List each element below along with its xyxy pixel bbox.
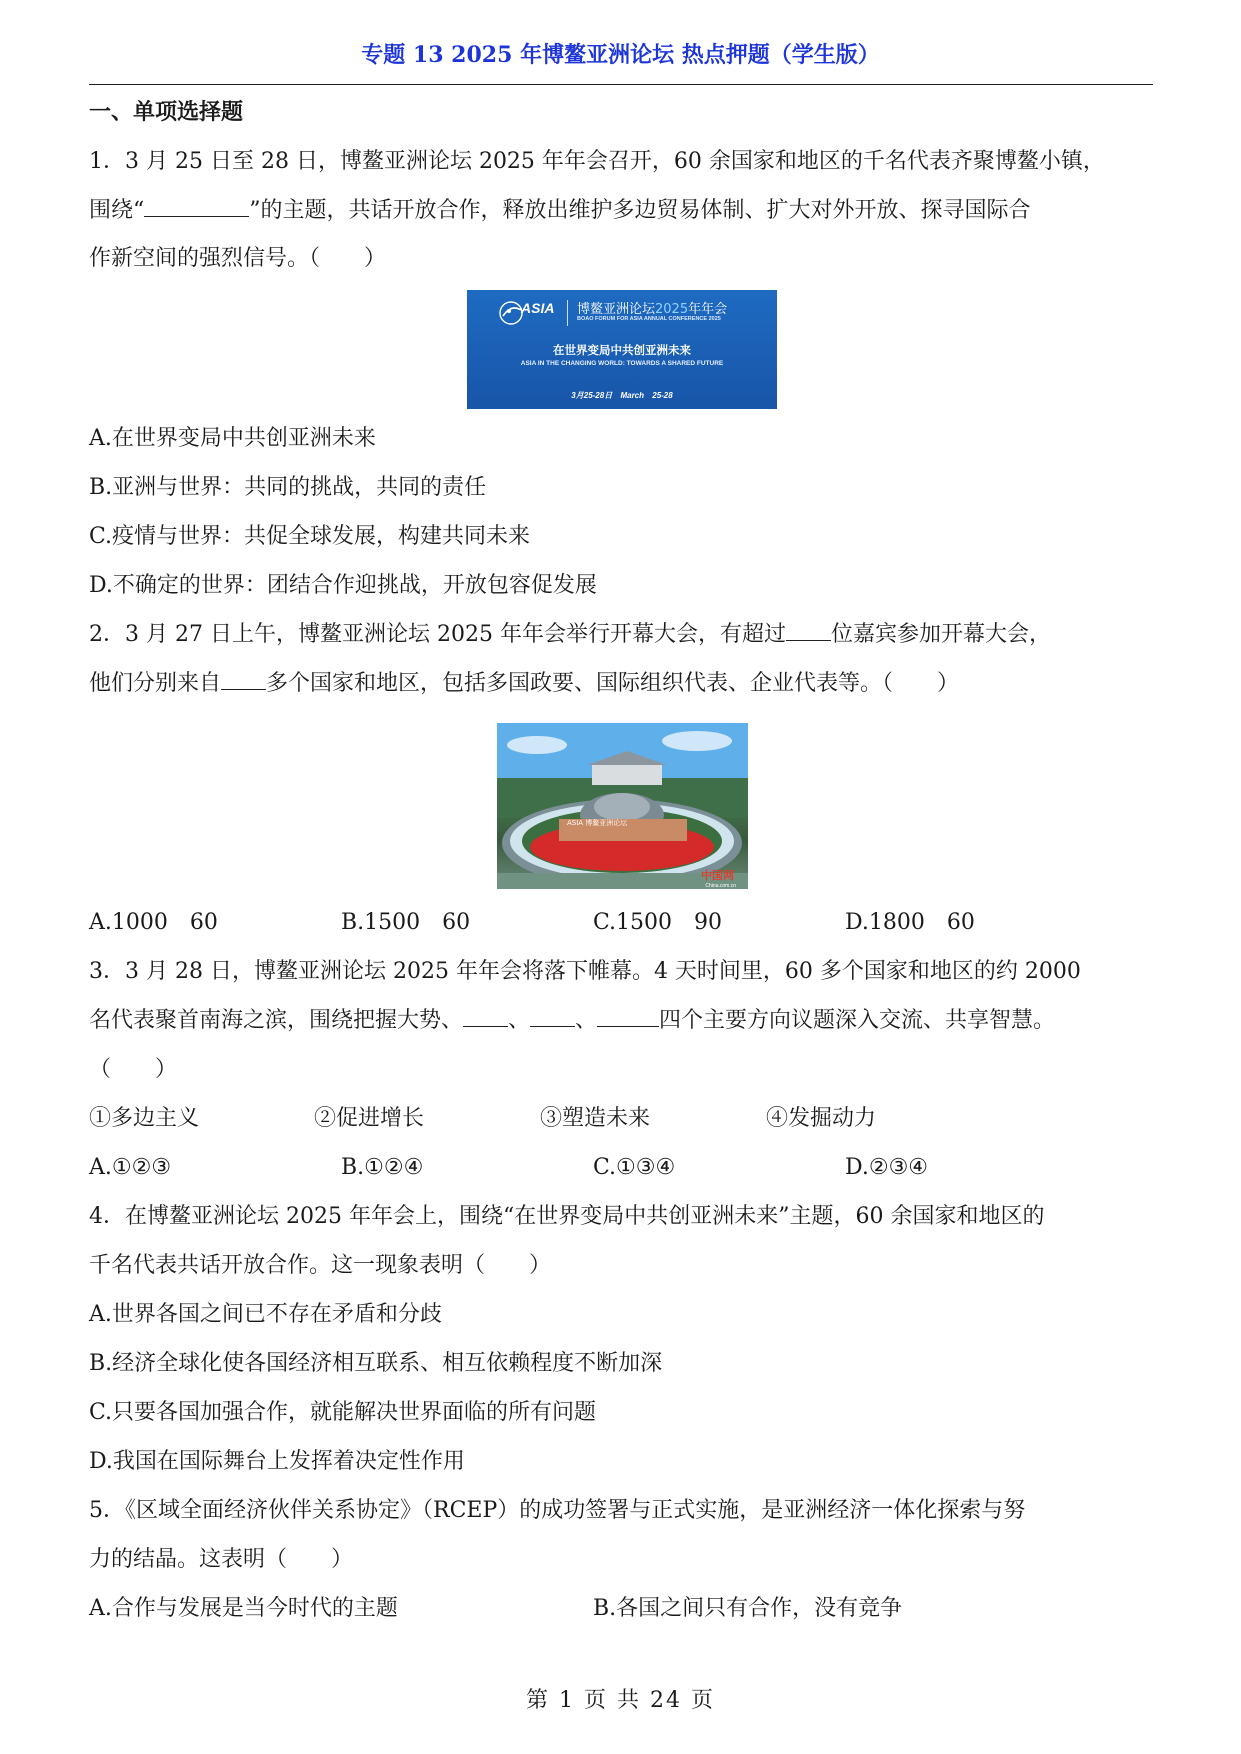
banner-logo-text: ASIA — [521, 300, 555, 316]
q3-blank-2 — [530, 1008, 575, 1027]
q1-option-c: C.疫情与世界：共促全球发展，构建共同未来 — [89, 524, 531, 549]
q1-stem-line1: 1．3 月 25 日至 28 日，博鳌亚洲论坛 2025 年年会召开，60 余国家和地区的千名代表齐聚博鳌小镇， — [89, 149, 1105, 174]
banner-forum-name-b: 年年会 — [688, 302, 728, 317]
q3-stem-line2-end: 四个主要方向议题深入交流、共享智慧。 — [659, 1008, 1056, 1033]
q3-item-3: ③塑造未来 — [540, 1106, 651, 1131]
banner-dates-cn: 3月25-28日 — [571, 391, 613, 400]
q4-stem-line2: 千名代表共话开放合作。这一现象表明（ ） — [89, 1253, 552, 1278]
q4-option-c: C.只要各国加强合作，就能解决世界面临的所有问题 — [89, 1400, 597, 1425]
q3-separator-1: 、 — [508, 1008, 531, 1033]
q2-blank-2 — [221, 671, 266, 690]
q2-option-b: B.1500 60 — [341, 910, 471, 935]
photo-source-watermark: 中国网 — [701, 869, 734, 882]
q3-blank-3 — [597, 1008, 659, 1027]
banner-dates — [467, 390, 777, 401]
q3-item-4: ④发掘动力 — [766, 1106, 877, 1131]
q3-item-1: ①多边主义 — [89, 1106, 200, 1131]
q3-stem-line2-start: 名代表聚首南海之滨，围绕把握大势、 — [89, 1008, 464, 1033]
banner-forum-name — [577, 298, 727, 317]
q2-stem-line2-start: 他们分别来自 — [89, 671, 222, 696]
q4-option-d: D.我国在国际舞台上发挥着决定性作用 — [89, 1449, 465, 1474]
q5-option-a: A.合作与发展是当今时代的主题 — [89, 1596, 398, 1621]
q3-option-d: D.②③④ — [845, 1155, 929, 1180]
q3-stem-line2 — [89, 1006, 1055, 1036]
q3-separator-2: 、 — [575, 1008, 598, 1033]
venue-sign-text: ASIA 博鳌亚洲论坛 — [567, 819, 628, 827]
q2-option-c: C.1500 90 — [593, 910, 723, 935]
q2-option-a: A.1000 60 — [89, 910, 218, 935]
q3-blank-1 — [463, 1008, 508, 1027]
q1-option-b: B.亚洲与世界：共同的挑战，共同的责任 — [89, 475, 487, 500]
banner-divider — [567, 300, 568, 326]
q2-blank-1 — [786, 622, 831, 641]
q3-item-2: ②促进增长 — [314, 1106, 425, 1131]
banner-theme-en: ASIA IN THE CHANGING WORLD: TOWARDS A SHARED FUTURE — [520, 360, 724, 367]
q3-option-a: A.①②③ — [89, 1155, 172, 1180]
banner-forum-name-en: BOAO FORUM FOR ASIA ANNUAL CONFERENCE 2025 — [577, 316, 721, 322]
q1-blank — [144, 198, 249, 217]
photo-source-site: China.com.cn — [705, 883, 736, 889]
q2-stem-line1 — [89, 620, 1051, 650]
q1-stem-line2-start: 围绕“ — [89, 198, 145, 223]
document-header-title: 专题 13 2025 年博鳌亚洲论坛 热点押题（学生版） — [361, 42, 880, 68]
page-number-footer: 第 1 页 共 24 页 — [526, 1688, 715, 1713]
q1-stem-line2-end: ”的主题，共话开放合作，释放出维护多边贸易体制、扩大对外开放、探寻国际合 — [249, 198, 1031, 223]
q2-stem-line2-end: 多个国家和地区，包括多国政要、国际组织代表、企业代表等。（ ） — [266, 671, 960, 696]
q2-stem-line1-end: 位嘉宾参加开幕大会， — [830, 622, 1051, 647]
q1-stem-line2 — [89, 196, 1031, 226]
q3-stem-line3: （ ） — [89, 1057, 178, 1082]
banner-forum-name-a: 博鳌亚洲论坛 — [577, 302, 656, 317]
q4-option-a: A.世界各国之间已不存在矛盾和分歧 — [89, 1302, 442, 1327]
forum-banner-image — [467, 290, 777, 409]
q2-stem-line1-start: 2．3 月 27 日上午，博鳌亚洲论坛 2025 年年会举行开幕大会，有超过 — [89, 622, 786, 647]
q3-option-b: B.①②④ — [341, 1155, 424, 1180]
q3-stem-line1: 3．3 月 28 日，博鳌亚洲论坛 2025 年年会将落下帷幕。4 天时间里，60 多个国家和地区的约 2000 — [89, 959, 1081, 984]
forum-venue-photo — [497, 723, 748, 889]
q1-stem-line3: 作新空间的强烈信号。（ ） — [89, 246, 387, 271]
q5-stem-line2: 力的结晶。这表明（ ） — [89, 1547, 354, 1572]
section-title: 一、单项选择题 — [89, 100, 244, 125]
q1-option-d: D.不确定的世界：团结合作迎挑战，开放包容促发展 — [89, 573, 597, 598]
q2-stem-line2 — [89, 669, 959, 699]
q4-option-b: B.经济全球化使各国经济相互联系、相互依赖程度不断加深 — [89, 1351, 663, 1376]
q4-stem-line1: 4．在博鳌亚洲论坛 2025 年年会上，围绕“在世界变局中共创亚洲未来”主题，60 余国家和地区的 — [89, 1204, 1045, 1229]
venue-scene-illustration — [497, 723, 748, 889]
banner-theme-cn: 在世界变局中共创亚洲未来 — [553, 343, 691, 357]
q2-option-d: D.1800 60 — [845, 910, 975, 935]
q1-option-a: A.在世界变局中共创亚洲未来 — [89, 426, 376, 451]
q5-option-b: B.各国之间只有合作，没有竞争 — [593, 1596, 903, 1621]
banner-forum-year: 2025 — [655, 302, 689, 317]
header-divider — [89, 84, 1153, 85]
banner-dates-en: March 25-28 — [620, 391, 673, 400]
q5-stem-line1: 5．《区域全面经济伙伴关系协定》（RCEP）的成功签署与正式实施，是亚洲经济一体化探索与努 — [89, 1498, 1026, 1523]
q3-option-c: C.①③④ — [593, 1155, 676, 1180]
